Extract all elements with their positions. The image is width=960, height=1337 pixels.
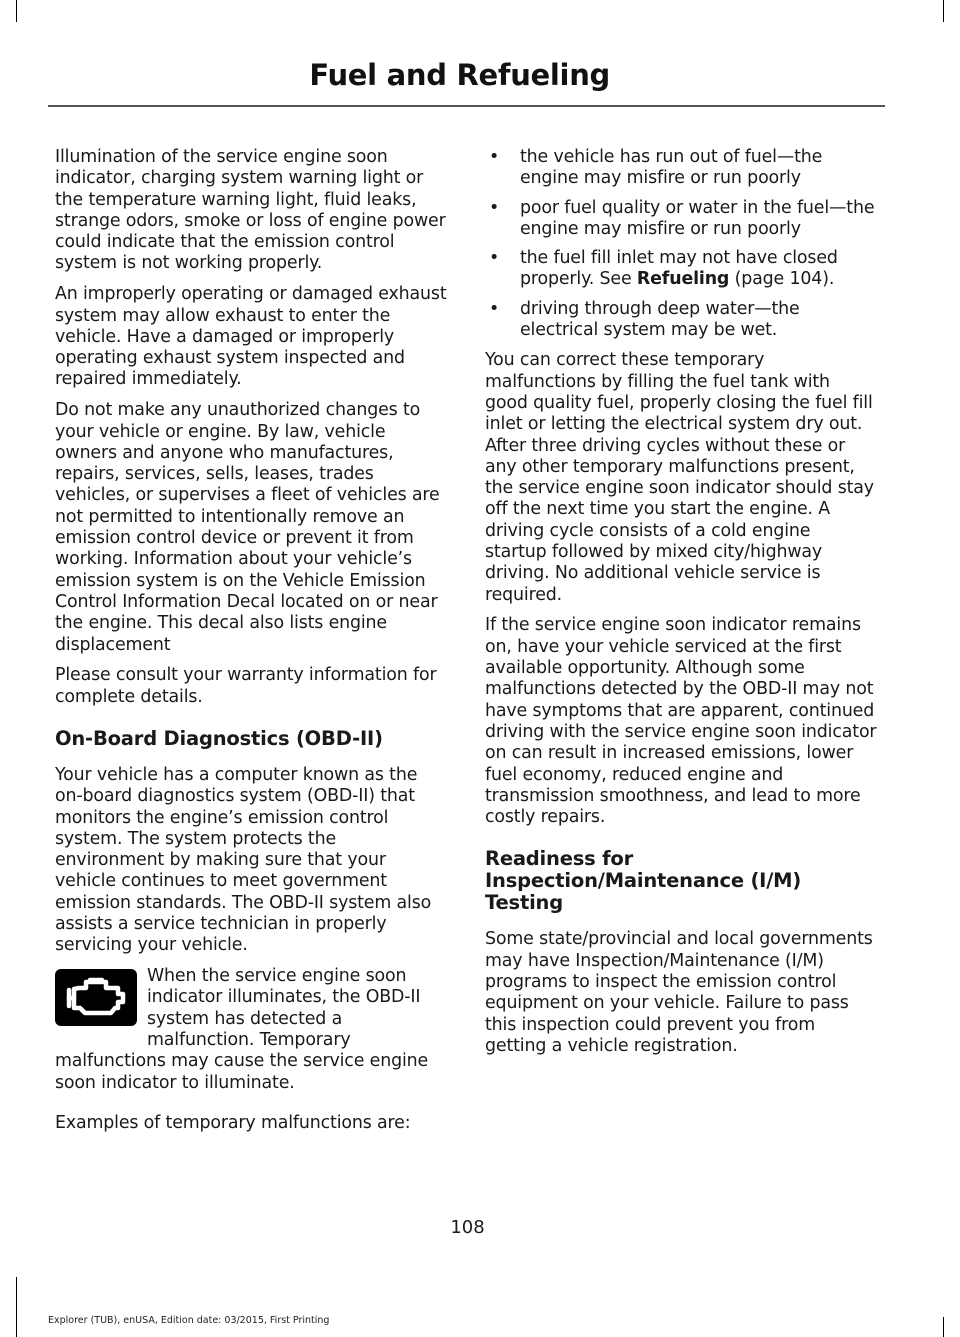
paragraph-obd-description: Your vehicle has a computer known as the on-board diagnostics system (OBD-II) that monitors the engine’s emission control system. The system protects the environment by making sure that your vehicle continues to meet government emission standards. The OBD-II system also assists a service technician in properly servicing your vehicle. [55,764,432,956]
page-reference: (page 104). [729,269,835,290]
paragraph-exhaust-system: An improperly operating or damaged exhaust system may allow exhaust to enter the vehicle. Have a damaged or improperly operating exhaust system inspected and repaired immediately. [55,284,447,390]
crop-mark-top-right [943,0,944,22]
paragraph-examples-intro: Examples of temporary malfunctions are: [55,1112,411,1133]
list-item [485,147,877,190]
page-number: 108 [450,1217,485,1238]
bullet: • [489,298,500,319]
list-item-text: the vehicle has run out of fuel—the engine may misfire or run poorly [520,147,823,189]
list-item-text: driving through deep water—the electrical system may be wet. [520,298,800,341]
crop-mark-bottom-left [16,1277,17,1337]
left-column [55,147,447,1144]
footer-edition: Explorer (TUB), enUSA, Edition date: 03/2015, First Printing [48,1315,330,1326]
header-divider [48,105,885,107]
list-item [485,299,877,342]
right-column [485,147,877,1067]
crop-mark-top-left [16,0,17,22]
paragraph-service-engine-soon: When the service engine soon indicator illuminates, the OBD-II system has detected a malfunction. Temporary malfunctions may cause the service engine soon indicator to illuminate. [55,966,429,1093]
paragraph-im-programs: Some state/provincial and local governments may have Inspection/Maintenance (I/M) programs to inspect the emission control equipment on your vehicle. Failure to pass this inspection could prevent you from getting a vehicle registration. [485,929,873,1056]
paragraph-unauthorized-changes: Do not make any unauthorized changes to your vehicle or engine. By law, vehicle owners and anyone who manufactures, repairs, services, sells, leases, trades vehicles, or supervises a fleet of vehicles are not permitted to intentionally remove an emission control device or prevent it from working. Information about your vehicle’s emission system is on the Vehicle Emission Control Information Decal located on or near the engine. This decal also lists engine displacement [55,400,440,655]
list-item-text: the fuel fill inlet may not have closed properly. See [520,248,838,290]
refueling-link[interactable]: Refueling [636,269,730,290]
heading-readiness: Readiness for Inspection/Maintenance (I/M) Testing [485,847,802,915]
paragraph-emission-warning: Illumination of the service engine soon indicator, charging system warning light or the temperature warning light, fluid leaks, strange odors, smoke or loss of engine power could indicate that the emission control system is not working properly. [55,147,446,274]
section-title: Fuel and Refueling [309,58,610,92]
heading-obd: On-Board Diagnostics (OBD-II) [55,726,383,750]
check-engine-icon [55,969,137,1026]
list-item [485,248,877,291]
list-item [485,198,877,241]
bullet: • [489,248,500,269]
crop-mark-bottom-right [943,1317,944,1337]
service-engine-block [55,966,447,1094]
bullet: • [489,147,500,167]
bullet: • [489,197,500,218]
paragraph-indicator-remains-on: If the service engine soon indicator remains on, have your vehicle serviced at the first available opportunity. Although some malfunctions detected by the OBD-II may not have symptoms that are apparent, continued driving with the service engine soon indicator on can result in increased emissions, lower fuel economy, reduced engine and transmission smoothness, and lead to more costly repairs. [485,615,877,828]
list-item-text: poor fuel quality or water in the fuel—the engine may misfire or run poorly [520,197,875,239]
paragraph-warranty: Please consult your warranty information for complete details. [55,665,437,707]
paragraph-correct-malfunctions: You can correct these temporary malfunctions by filling the fuel tank with good quality fuel, properly closing the fuel fill inlet or letting the electrical system dry out. After three driving cycles without these or any other temporary malfunctions present, the service engine soon indicator should stay off the next time you start the engine. A driving cycle consists of a cold engine startup followed by mixed city/highway driving. No additional vehicle service is required. [485,350,874,605]
temporary-malfunctions-list [485,147,877,341]
